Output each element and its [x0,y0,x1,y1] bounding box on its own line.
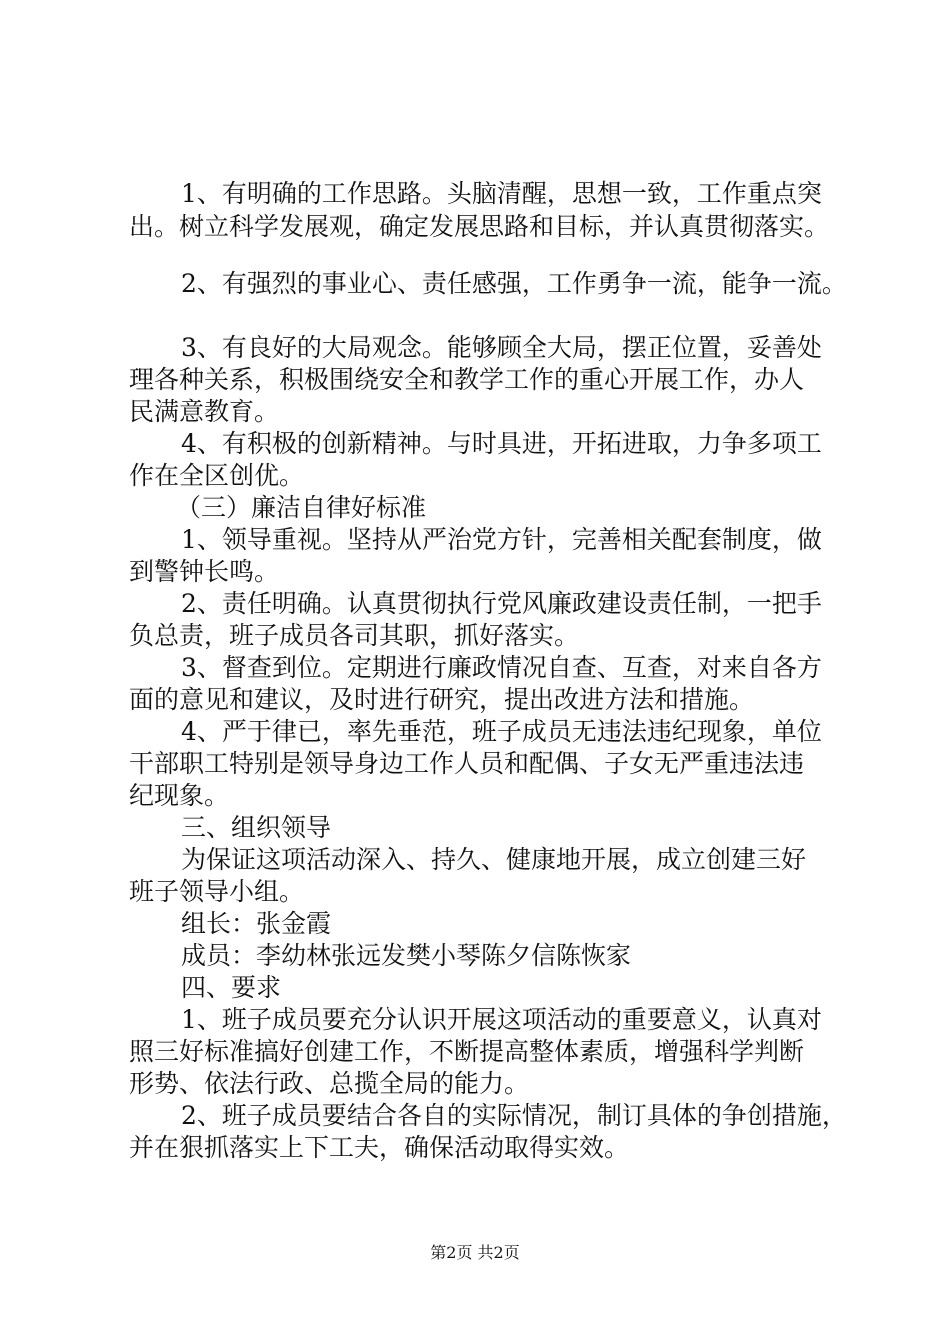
text-line: 2、班子成员要结合各自的实际情况，制订具体的争创措施， [181,1101,847,1130]
section-heading: （三）廉洁自律好标准 [176,493,427,522]
text-line: 并在狠抓落实上下工夫，确保活动取得实效。 [129,1133,630,1162]
text-line: 1、班子成员要充分认识开展这项活动的重要意义，认真对 [181,1005,822,1034]
text-line: 民满意教育。 [129,397,280,426]
text-line: 面的意见和建议，及时进行研究，提出改进方法和措施。 [129,685,755,714]
section-heading: 三、组织领导 [181,813,332,842]
text-line: 组长：张金霞 [181,909,332,938]
text-line: 照三好标准搞好创建工作，不断提高整体素质，增强科学判断 [129,1037,805,1066]
page-number-footer: 第2页 共2页 [430,1243,520,1262]
text-line: 出。树立科学发展观，确定发展思路和目标，并认真贯彻落实。 [129,212,830,241]
section-heading: 四、要求 [181,973,282,1002]
text-line: 作在全区创优。 [129,461,305,490]
text-line: 成员：李幼林张远发樊小琴陈夕信陈恢家 [181,941,632,970]
text-line: 4、有积极的创新精神。与时具进，开拓进取，力争多项工 [181,429,822,458]
text-line: 为保证这项活动深入、持久、健康地开展，成立创建三好 [181,845,807,874]
text-line: 4、严于律已，率先垂范，班子成员无违法违纪现象，单位 [181,717,822,746]
text-line: 到警钟长鸣。 [129,557,280,586]
text-line: 负总责，班子成员各司其职，抓好落实。 [129,621,580,650]
text-line: 纪现象。 [129,781,230,810]
text-line: 理各种关系，积极围绕安全和教学工作的重心开展工作，办人 [129,365,805,394]
text-line: 2、责任明确。认真贯彻执行党风廉政建设责任制，一把手 [181,589,822,618]
text-line: 1、领导重视。坚持从严治党方针，完善相关配套制度，做 [181,525,822,554]
text-line: 3、有良好的大局观念。能够顾全大局，摆正位置，妥善处 [181,333,822,362]
text-line: 3、督查到位。定期进行廉政情况自查、互查，对来自各方 [181,653,822,682]
text-line: 形势、依法行政、总揽全局的能力。 [129,1069,530,1098]
text-line: 1、有明确的工作思路。头脑清醒，思想一致，工作重点突 [181,179,822,208]
text-line: 干部职工特别是领导身边工作人员和配偶、子女无严重违法违 [129,749,805,778]
text-line: 2、有强烈的事业心、责任感强，工作勇争一流，能争一流。 [181,269,847,298]
text-line: 班子领导小组。 [129,877,305,906]
